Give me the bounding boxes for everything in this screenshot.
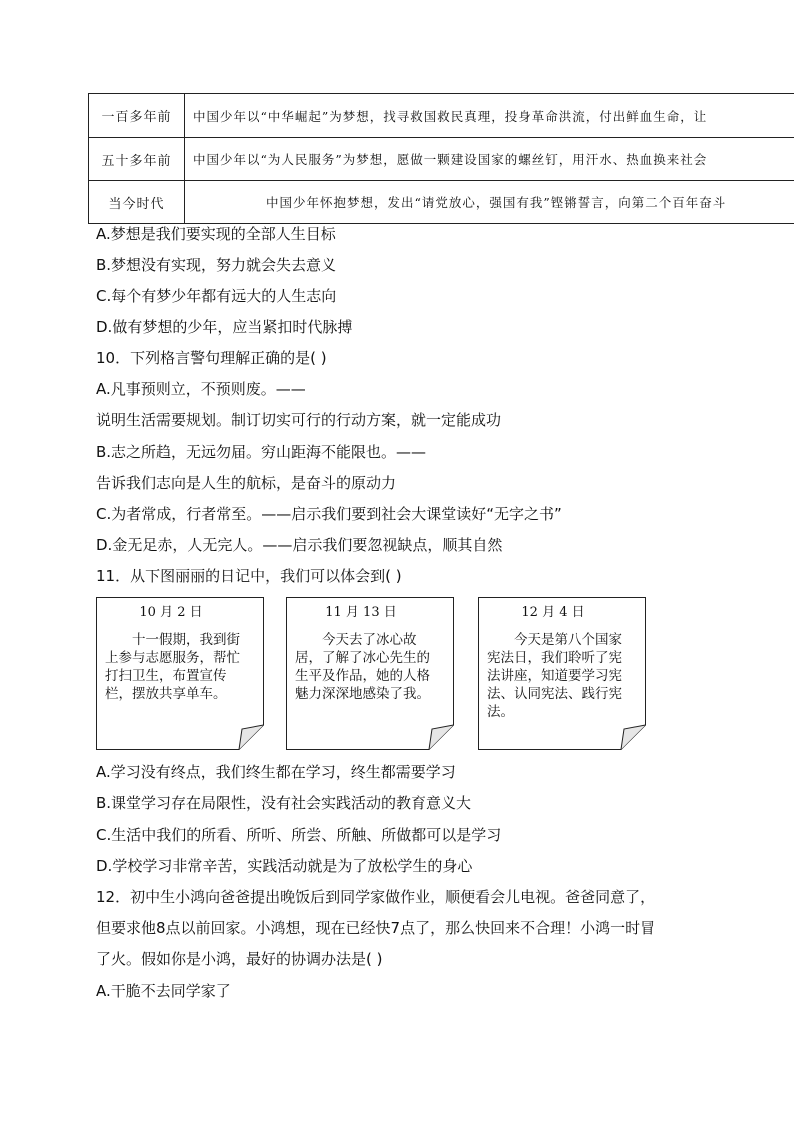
q12-stem: 了火。假如你是小鸿，最好的协调办法是( ) <box>96 950 383 968</box>
diary-card <box>96 597 264 750</box>
table-era-cell: 当今时代 <box>89 181 185 223</box>
diary-card <box>286 597 454 750</box>
q11-option-a: A.学习没有终点，我们终生都在学习，终生都需要学习 <box>96 763 456 781</box>
q10-line: B.志之所趋，无远勿届。穷山距海不能限也。—— <box>96 443 427 461</box>
table-era-cell: 五十多年前 <box>89 138 185 180</box>
diary-date: 11 月 13 日 <box>325 605 397 620</box>
table-row <box>89 94 794 137</box>
q9-option-c: C.每个有梦少年都有远大的人生志向 <box>96 287 337 305</box>
table-desc-cell: 中国少年以“中华崛起”为梦想，找寻救国救民真理，投身革命洪流，付出鲜血生命，让 <box>193 108 708 124</box>
q12-option-a: A.干脆不去同学家了 <box>96 982 231 1000</box>
q9-option-a: A.梦想是我们要实现的全部人生目标 <box>96 225 336 243</box>
diary-date: 10 月 2 日 <box>139 605 203 620</box>
dream-era-table <box>88 93 794 224</box>
table-desc-cell: 中国少年怀抱梦想，发出“请党放心，强国有我”铿锵誓言，向第二个百年奋斗 <box>266 195 727 210</box>
diary-body: 十一假期，我到街上参与志愿服务，帮忙打扫卫生，布置宣传栏，摆放共享单车。 <box>105 632 240 702</box>
q11-option-b: B.课堂学习存在局限性，没有社会实践活动的教育意义大 <box>96 794 472 812</box>
table-row <box>89 137 794 180</box>
diary-body: 今天去了冰心故居，了解了冰心先生的生平及作品，她的人格魅力深深地感染了我。 <box>295 632 430 702</box>
q10-stem: 10．下列格言警句理解正确的是( ) <box>96 349 327 367</box>
q9-option-b: B.梦想没有实现，努力就会失去意义 <box>96 256 337 274</box>
diary-card <box>478 597 646 750</box>
q10-line: A.凡事预则立，不预则废。—— <box>96 380 306 398</box>
table-era-cell: 一百多年前 <box>89 94 185 137</box>
q11-option-d: D.学校学习非常辛苦，实践活动就是为了放松学生的身心 <box>96 857 473 875</box>
q11-option-c: C.生活中我们的所看、所听、所尝、所触、所做都可以是学习 <box>96 826 502 844</box>
q10-line: D.金无足赤，人无完人。——启示我们要忽视缺点，顺其自然 <box>96 536 503 554</box>
table-row <box>89 180 794 223</box>
q12-stem: 12．初中生小鸿向爸爸提出晚饭后到同学家做作业，顺便看会儿电视。爸爸同意了， <box>96 888 656 906</box>
q12-stem: 但要求他8点以前回家。小鸿想，现在已经快7点了，那么快回来不合理！小鸿一时冒 <box>96 919 656 937</box>
q10-line: C.为者常成，行者常至。——启示我们要到社会大课堂读好“无字之书” <box>96 505 562 523</box>
q11-stem: 11．从下图丽丽的日记中，我们可以体会到( ) <box>96 567 402 585</box>
q9-option-d: D.做有梦想的少年，应当紧扣时代脉搏 <box>96 318 353 336</box>
table-desc-cell: 中国少年以“为人民服务”为梦想，愿做一颗建设国家的螺丝钉，用汗水、热血换来社会 <box>193 152 708 167</box>
diary-body: 今天是第八个国家宪法日，我们聆听了宪法讲座，知道要学习宪法、认同宪法、践行宪法。 <box>487 632 622 720</box>
q10-line: 告诉我们志向是人生的航标，是奋斗的原动力 <box>96 474 397 492</box>
q10-line: 说明生活需要规划。制订切实可行的行动方案，就一定能成功 <box>96 411 502 429</box>
diary-date: 12 月 4 日 <box>521 605 585 620</box>
